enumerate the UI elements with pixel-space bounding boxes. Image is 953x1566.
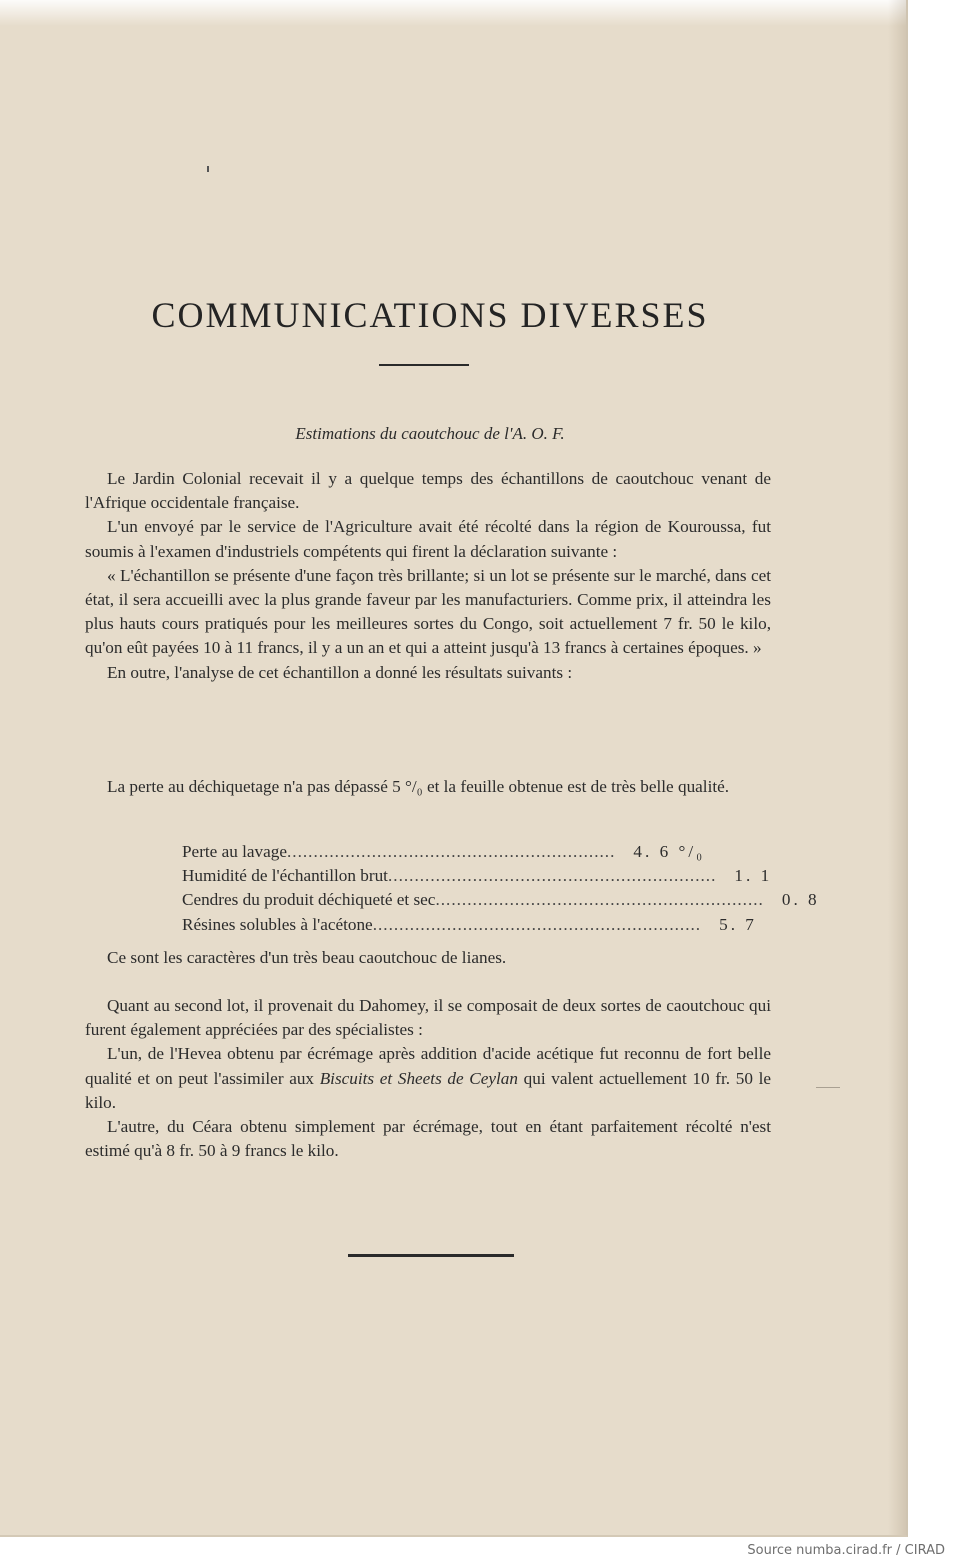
paragraph-perte: La perte au déchiquetage n'a pas dépassé 5 °/₀ et la feuille obtenue est de très belle qualité. bbox=[107, 777, 730, 796]
analysis-label: Cendres du produit déchiqueté et sec bbox=[182, 890, 436, 910]
analysis-value: 1. 1 bbox=[734, 866, 773, 886]
page-top-shade bbox=[0, 0, 906, 26]
analysis-row bbox=[182, 913, 757, 937]
ink-speck bbox=[207, 166, 209, 172]
margin-mark bbox=[816, 1087, 840, 1088]
page-edge-shade bbox=[888, 0, 906, 1535]
paragraph-quote: « L'échantillon se présente d'une façon très brillante; si un lot se présente sur le marché, dans cet état, il sera accueilli avec la plus grande faveur par les manufacturiers. Comme prix, il atteindra les plus hauts cours pratiqués pour les meilleures sortes du Congo, soit actuellement 7 fr. 50 le kilo, qu'on eût payées 10 à 11 francs, il y a un an et qui a atteint jusqu'à 13 francs à certaines époques. » bbox=[85, 565, 771, 658]
page-title: COMMUNICATIONS DIVERSES bbox=[151, 295, 709, 335]
analysis-label: Perte au lavage bbox=[182, 842, 287, 861]
analysis-value: 0. 8 bbox=[781, 890, 820, 910]
analysis-table bbox=[182, 840, 820, 937]
analysis-row bbox=[182, 888, 820, 912]
paragraph-intro: Le Jardin Colonial recevait il y a quelque temps des échantillons de caoutchouc venant de l'Afrique occidentale française. bbox=[85, 469, 771, 513]
section-subtitle: Estimations du caoutchouc de l'A. O. F. bbox=[295, 424, 565, 443]
source-credit: Source numba.cirad.fr / CIRAD bbox=[747, 1543, 945, 1558]
analysis-value: 4. 6 °/₀ bbox=[633, 842, 706, 861]
analysis-label: Humidité de l'échantillon brut bbox=[182, 866, 388, 886]
closing-rule bbox=[348, 1254, 514, 1257]
hevea-italic-text: Biscuits et Sheets de Ceylan bbox=[319, 1068, 518, 1088]
body-block-1 bbox=[85, 467, 771, 685]
body-block-3 bbox=[85, 946, 771, 970]
analysis-label: Résines solubles à l'acétone bbox=[182, 914, 373, 934]
leader-dots: .............................................................. bbox=[435, 890, 764, 910]
paragraph-ceara: L'autre, du Céara obtenu simplement par écrémage, tout en étant parfaitement récolté n'est estimé qu'à 8 fr. 50 à 9 francs le kilo. bbox=[85, 1117, 771, 1161]
leader-dots: .............................................................. bbox=[372, 914, 702, 934]
hevea-text-end: qui valent actuellement 10 fr. 50 le kilo. bbox=[85, 1068, 771, 1112]
body-block-4 bbox=[85, 994, 771, 1163]
leader-dots: .............................................................. bbox=[286, 842, 616, 861]
analysis-value: 5. 7 bbox=[719, 914, 757, 934]
body-block-2 bbox=[85, 775, 771, 799]
paragraph-kouroussa: L'un envoyé par le service de l'Agriculture avait été récolté dans la région de Kouroussa, fut soumis à l'examen d'industriels compétents qui firent la déclaration suivante : bbox=[85, 517, 771, 561]
paragraph-second-lot: Quant au second lot, il provenait du Dahomey, il se composait de deux sortes de caoutchouc qui furent également appréciées par des spécialistes : bbox=[85, 996, 771, 1040]
analysis-row bbox=[182, 840, 706, 864]
analysis-row bbox=[182, 864, 773, 888]
hevea-text-start: L'un, de l'Hevea obtenu par écrémage après addition d'acide acétique fut reconnu de fort belle qualité et on peut l'assimiler aux bbox=[85, 1044, 771, 1088]
leader-dots: .............................................................. bbox=[387, 866, 717, 886]
paragraph-caracteres: Ce sont les caractères d'un très beau caoutchouc de lianes. bbox=[107, 948, 507, 967]
paragraph-hevea bbox=[85, 1042, 771, 1115]
title-rule bbox=[379, 364, 469, 366]
paragraph-analyse: En outre, l'analyse de cet échantillon a donné les résultats suivants : bbox=[107, 662, 573, 682]
